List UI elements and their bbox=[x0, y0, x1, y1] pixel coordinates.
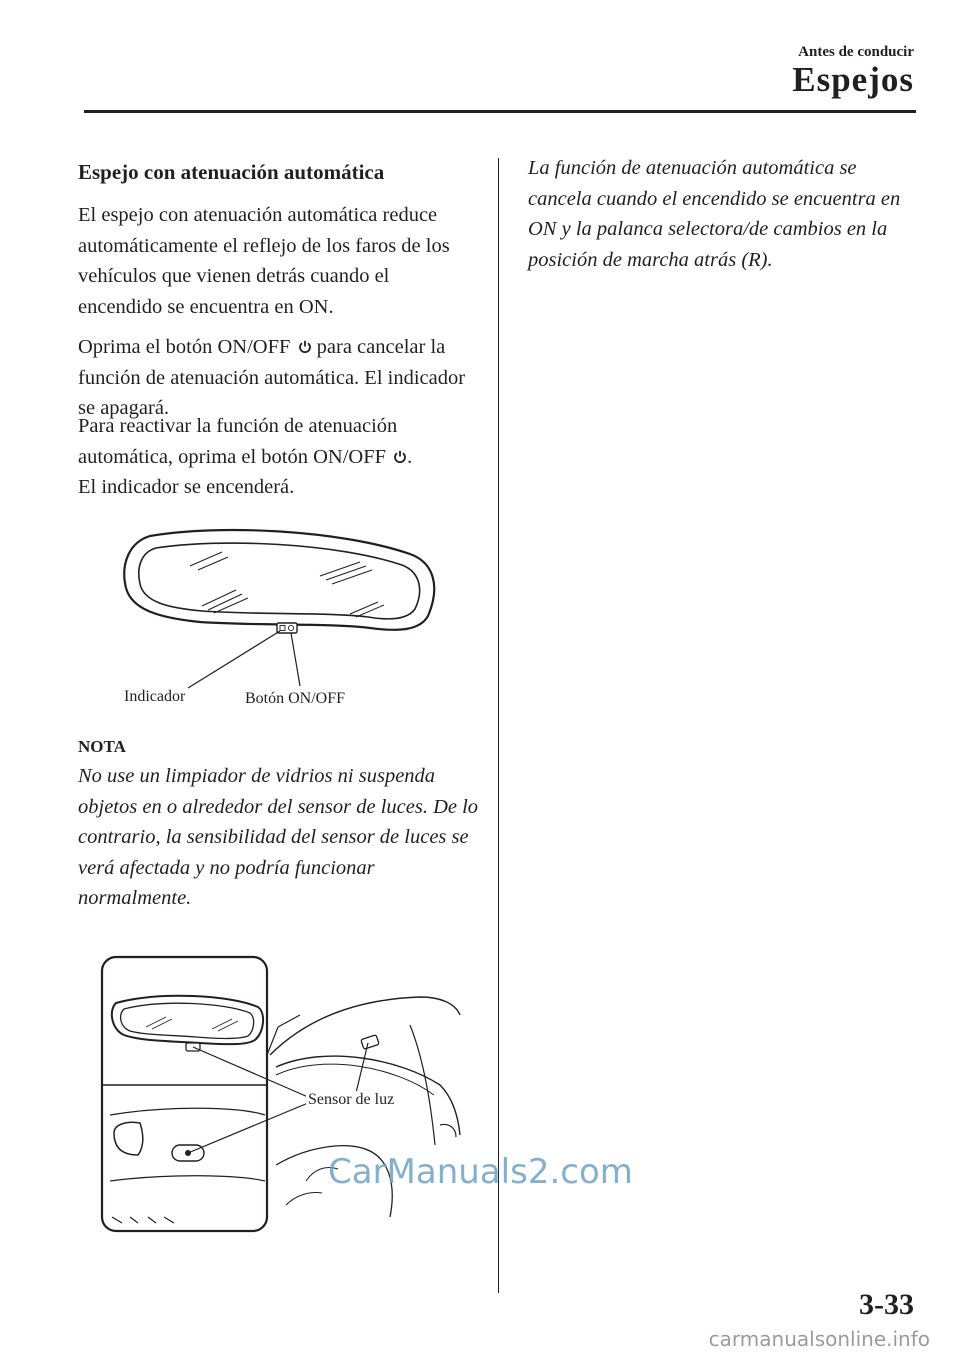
paragraph-cancel-b: para cancelar la función de atenuación automática. El indicador se apagará. bbox=[78, 336, 466, 419]
power-icon bbox=[393, 450, 407, 464]
header-section: Antes de conducir bbox=[798, 44, 914, 60]
watermark-logo: CarManuals2.com bbox=[328, 1152, 633, 1192]
paragraph-reactivate-b: . bbox=[407, 445, 413, 468]
column-divider bbox=[498, 158, 499, 1293]
paragraph-reactivate-a: Para reactivar la función de atenuación automática, oprima el botón ON/OFF bbox=[78, 415, 398, 468]
paragraph-reactivate-c: El indicador se encenderá. bbox=[78, 476, 295, 498]
right-column-note: La función de atenuación automática se cancela cuando el encendido se encuentra en ON y la palanca selectora/de cambios en la posición de marcha atrás (R). bbox=[528, 157, 901, 271]
note-body: No use un limpiador de vidrios ni suspenda objetos en o alrededor del sensor de luces. De lo contrario, la sensibilidad del sensor de luces se verá afectada y no podría funcionar normalmente. bbox=[78, 765, 479, 909]
indicator-label: Indicador bbox=[124, 688, 186, 705]
footer-url[interactable]: carmanualsonline.info bbox=[708, 1327, 930, 1351]
header-rule bbox=[84, 110, 916, 113]
paragraph-intro: El espejo con atenuación automática reduce automáticamente el reflejo de los faros de los vehículos que vienen detrás cuando el encendido se encuentra en ON. bbox=[78, 204, 450, 318]
paragraph-cancel-a: Oprima el botón ON/OFF bbox=[78, 336, 291, 358]
light-sensor-illustration bbox=[100, 955, 462, 1235]
paragraph-reactivate bbox=[78, 411, 478, 503]
section-heading: Espejo con atenuación automática bbox=[78, 160, 385, 184]
on-off-button-label: Botón ON/OFF bbox=[245, 690, 346, 707]
note-heading: NOTA bbox=[78, 737, 126, 756]
page-number: 3-33 bbox=[859, 1288, 914, 1321]
page-title: Espejos bbox=[792, 60, 914, 99]
power-icon bbox=[298, 340, 312, 354]
paragraph-cancel bbox=[78, 332, 478, 424]
light-sensor-label: Sensor de luz bbox=[308, 1091, 395, 1108]
